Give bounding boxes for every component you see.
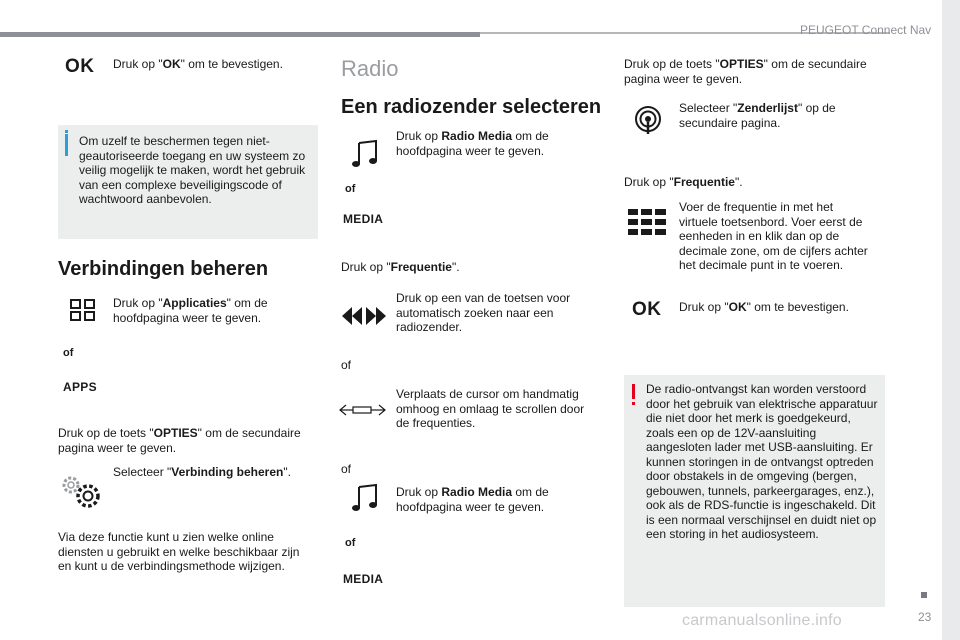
- apps-instruction: Druk op "Applicaties" om de hoofdpagina weer te geven.: [113, 296, 268, 325]
- section-title-connections: Verbindingen beheren: [58, 258, 269, 280]
- media-key-label: MEDIA: [343, 572, 384, 586]
- keypad-icon: [628, 209, 666, 235]
- music-note-icon: [350, 139, 380, 169]
- radio-title: Radio: [341, 56, 399, 81]
- apps-grid-icon: [70, 299, 96, 321]
- frequency-instruction: Druk op "Frequentie".: [341, 260, 460, 274]
- radio-media-instruction: Druk op Radio Media om de hoofdpagina weer te geven.: [396, 485, 549, 514]
- radio-broadcast-icon: [634, 106, 662, 134]
- ok-instruction: Druk op "OK" om te bevestigen.: [679, 300, 849, 314]
- radio-media-instruction: Druk op Radio Media om de hoofdpagina weer te geven.: [396, 129, 549, 158]
- slider-instruction: Verplaats de cursor om handmatig omhoog en omlaag te scrollen door de frequenties.: [396, 387, 585, 430]
- seek-arrows-icon: [342, 305, 386, 327]
- media-key-label: MEDIA: [343, 212, 384, 226]
- settings-gears-icon: [60, 474, 102, 510]
- end-marker: [921, 592, 927, 598]
- ok-icon: OK: [632, 299, 662, 320]
- connection-footer-text: Via deze functie kunt u zien welke online diensten u gebruikt en welke beschikbaar zijn en kunt u de verbindingsmethode wijzigen.: [58, 530, 300, 573]
- station-list-instruction: Selecteer "Zenderlijst" op de secundaire pagina.: [679, 101, 836, 130]
- warning-text: De radio-ontvangst kan worden verstoord door het gebruik van elektrische apparatuur die niet door het merk is goedgekeurd, zoals een op de 12V-aansluiting aangesloten lader met USB-aansluiting. Er kunnen storingen in de ontvangst optreden door obstakels in de omgeving (bergen, gebouwen, tunnels, parkeergarages, enz.), ook als de RDS-functie is ingeschakeld. Dit is een normaal verschijnsel en duidt niet op een storing in het audiosysteem.: [646, 382, 878, 541]
- info-text: Om uzelf te beschermen tegen niet-geautoriseerde toegang en uw systeem zo veilig mogelijk te maken, wordt het gebruik van een complexe beveiligingscode of wachtwoord aanbevolen.: [79, 134, 306, 206]
- page-margin-strip: [942, 0, 960, 640]
- warning-icon-dot: [632, 402, 635, 405]
- or-label: of: [341, 358, 352, 372]
- or-label: of: [63, 347, 74, 359]
- frequency-slider-icon: [339, 402, 387, 418]
- ok-instruction: Druk op "OK" om te bevestigen.: [113, 57, 283, 71]
- options-instruction: Druk op de toets "OPTIES" om de secundaire pagina weer te geven.: [624, 57, 867, 86]
- info-icon-bar: [65, 134, 68, 156]
- keypad-instruction: Voer de frequentie in met het virtuele toetsenbord. Voer eerst de eenheden in en klik dan op de decimale zone, om de cijfers achter het decimale punt in te voeren.: [679, 200, 868, 272]
- frequency-instruction: Druk op "Frequentie".: [624, 175, 743, 189]
- page-header-title: PEUGEOT Connect Nav: [800, 23, 932, 37]
- info-icon: [65, 130, 68, 133]
- select-connection-instruction: Selecteer "Verbinding beheren".: [113, 465, 291, 479]
- or-label: of: [345, 537, 356, 549]
- music-note-icon: [350, 483, 380, 513]
- page-number: 23: [918, 610, 932, 624]
- seek-instruction: Druk op een van de toetsen voor automatisch zoeken naar een radiozender.: [396, 291, 571, 334]
- section-title-select-station: Een radiozender selecteren: [341, 96, 602, 118]
- options-instruction: Druk op de toets "OPTIES" om de secundaire pagina weer te geven.: [58, 426, 301, 455]
- ok-icon: OK: [65, 56, 95, 77]
- or-label: of: [345, 183, 356, 195]
- apps-key-label: APPS: [63, 380, 97, 394]
- warning-icon: [632, 384, 635, 399]
- or-label: of: [341, 462, 352, 476]
- header-rule: [0, 32, 480, 37]
- watermark: carmanualsonline.info: [682, 612, 842, 629]
